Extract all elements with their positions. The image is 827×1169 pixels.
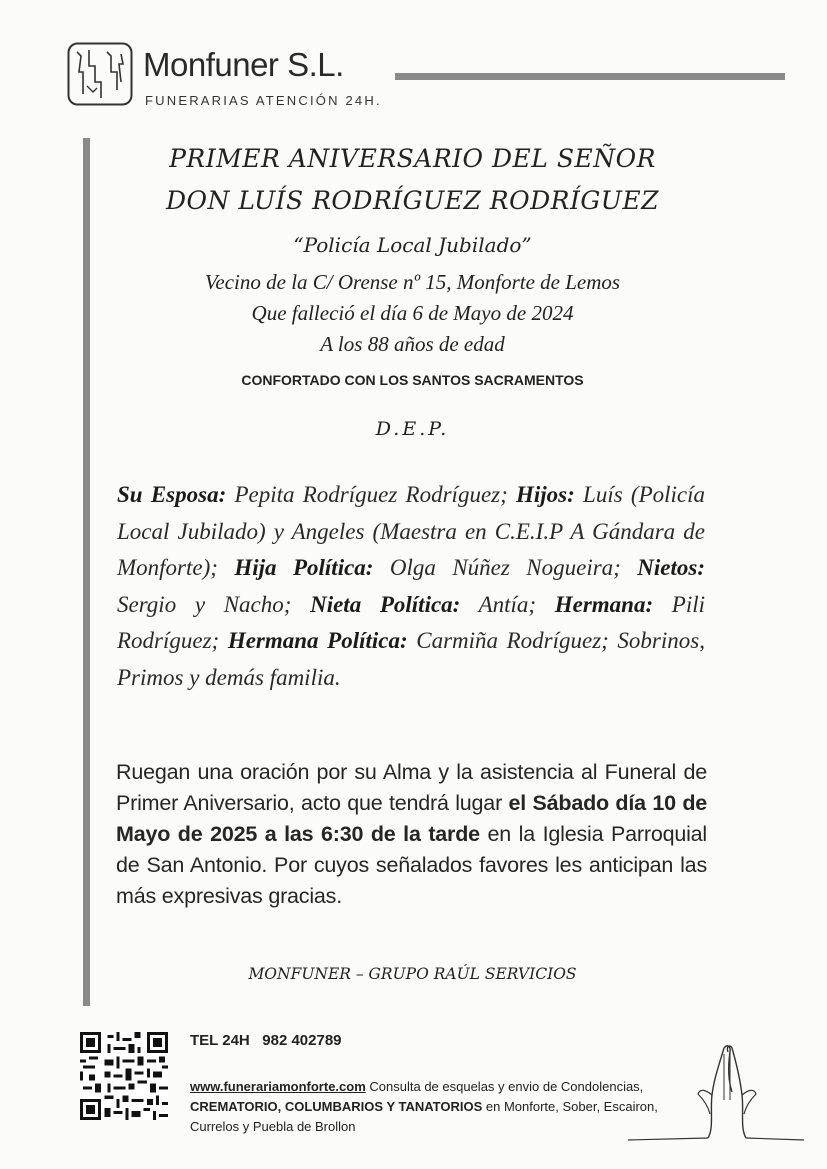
hijos-text: Luís (Policía Local Jubilado) y Angeles (Maestra en C.E.I.P A Gándara de Monforte); bbox=[117, 482, 706, 581]
tel-label: TEL 24H bbox=[190, 1032, 250, 1049]
contact-text-1: Consulta de esquelas y envio de Condolencias, bbox=[365, 1079, 644, 1094]
prayer-text-1: Ruegan una oración por su Alma y la asistencia al Funeral de Primer Aniversario, acto que tendrá lugar bbox=[116, 760, 707, 815]
qr-code-icon[interactable] bbox=[80, 1032, 168, 1120]
title-line-1: PRIMER ANIVERSARIO DEL SEÑOR bbox=[169, 144, 656, 173]
contact-text-2: en Monforte, Sober, Escairon, Currelos y Puebla de Brollon bbox=[190, 1099, 658, 1134]
hija-politica-text: Olga Núñez Nogueira; bbox=[373, 555, 638, 581]
contact-info bbox=[190, 1077, 690, 1137]
nieta-politica-text: Antía; bbox=[460, 591, 555, 617]
label-hijos: Hijos: bbox=[516, 482, 575, 507]
info-age: A los 88 años de edad bbox=[320, 332, 505, 356]
side-divider bbox=[83, 138, 90, 1006]
info-address: Vecino de la C/ Orense nº 15, Monforte de Lemos bbox=[204, 270, 621, 294]
esposa-text: Pepita Rodríguez Rodríguez; bbox=[226, 482, 517, 507]
brand-tagline: FUNERARIAS ATENCIÓN 24H. bbox=[145, 93, 382, 108]
label-hermana: Hermana: bbox=[554, 591, 654, 617]
nietos-text: Sergio y Nacho; bbox=[117, 591, 311, 617]
prayer-paragraph bbox=[116, 757, 707, 912]
header-divider bbox=[395, 73, 785, 80]
tel-number[interactable]: 982 402789 bbox=[262, 1032, 342, 1049]
hermana-text: Pili Rodríguez; bbox=[117, 591, 705, 654]
family-paragraph bbox=[117, 477, 705, 697]
praying-hands-icon bbox=[628, 1040, 806, 1145]
title-line-2: DON LUÍS RODRÍGUEZ RODRÍGUEZ bbox=[165, 186, 659, 215]
brand-name: Monfuner S.L. bbox=[143, 46, 344, 83]
prayer-date-time: el Sábado día 10 de Mayo de 2025 a las 6:30 de la tarde bbox=[116, 791, 708, 846]
label-hija-politica: Hija Política: bbox=[234, 555, 374, 581]
group-signature: MONFUNER – GRUPO RAÚL SERVICIOS bbox=[248, 965, 577, 983]
prayer-text-2: en la Iglesia Parroquial de San Antonio. Por cuyos señalados favores les anticipan las más expresivas gracias. bbox=[116, 822, 707, 908]
label-nietos: Nietos: bbox=[637, 555, 705, 581]
phone-contact bbox=[190, 1032, 342, 1049]
subtitle: “Policía Local Jubilado” bbox=[293, 233, 532, 257]
services-list: CREMATORIO, COLUMBARIOS Y TANATORIOS bbox=[190, 1099, 483, 1114]
company-logo-icon bbox=[67, 42, 133, 106]
label-nieta-politica: Nieta Política: bbox=[310, 591, 461, 617]
label-esposa: Su Esposa: bbox=[117, 482, 227, 507]
website-link[interactable]: www.funerariamonforte.com bbox=[190, 1079, 366, 1094]
hermana-politica-text: Carmiña Rodríguez; Sobrinos, Primos y demás familia. bbox=[117, 628, 705, 690]
dep-line: D.E.P. bbox=[375, 418, 450, 440]
info-death-date: Que falleció el día 6 de Mayo de 2024 bbox=[251, 301, 574, 325]
label-hermana-politica: Hermana Política: bbox=[227, 628, 408, 654]
sacraments-line: CONFORTADO CON LOS SANTOS SACRAMENTOS bbox=[241, 372, 584, 388]
